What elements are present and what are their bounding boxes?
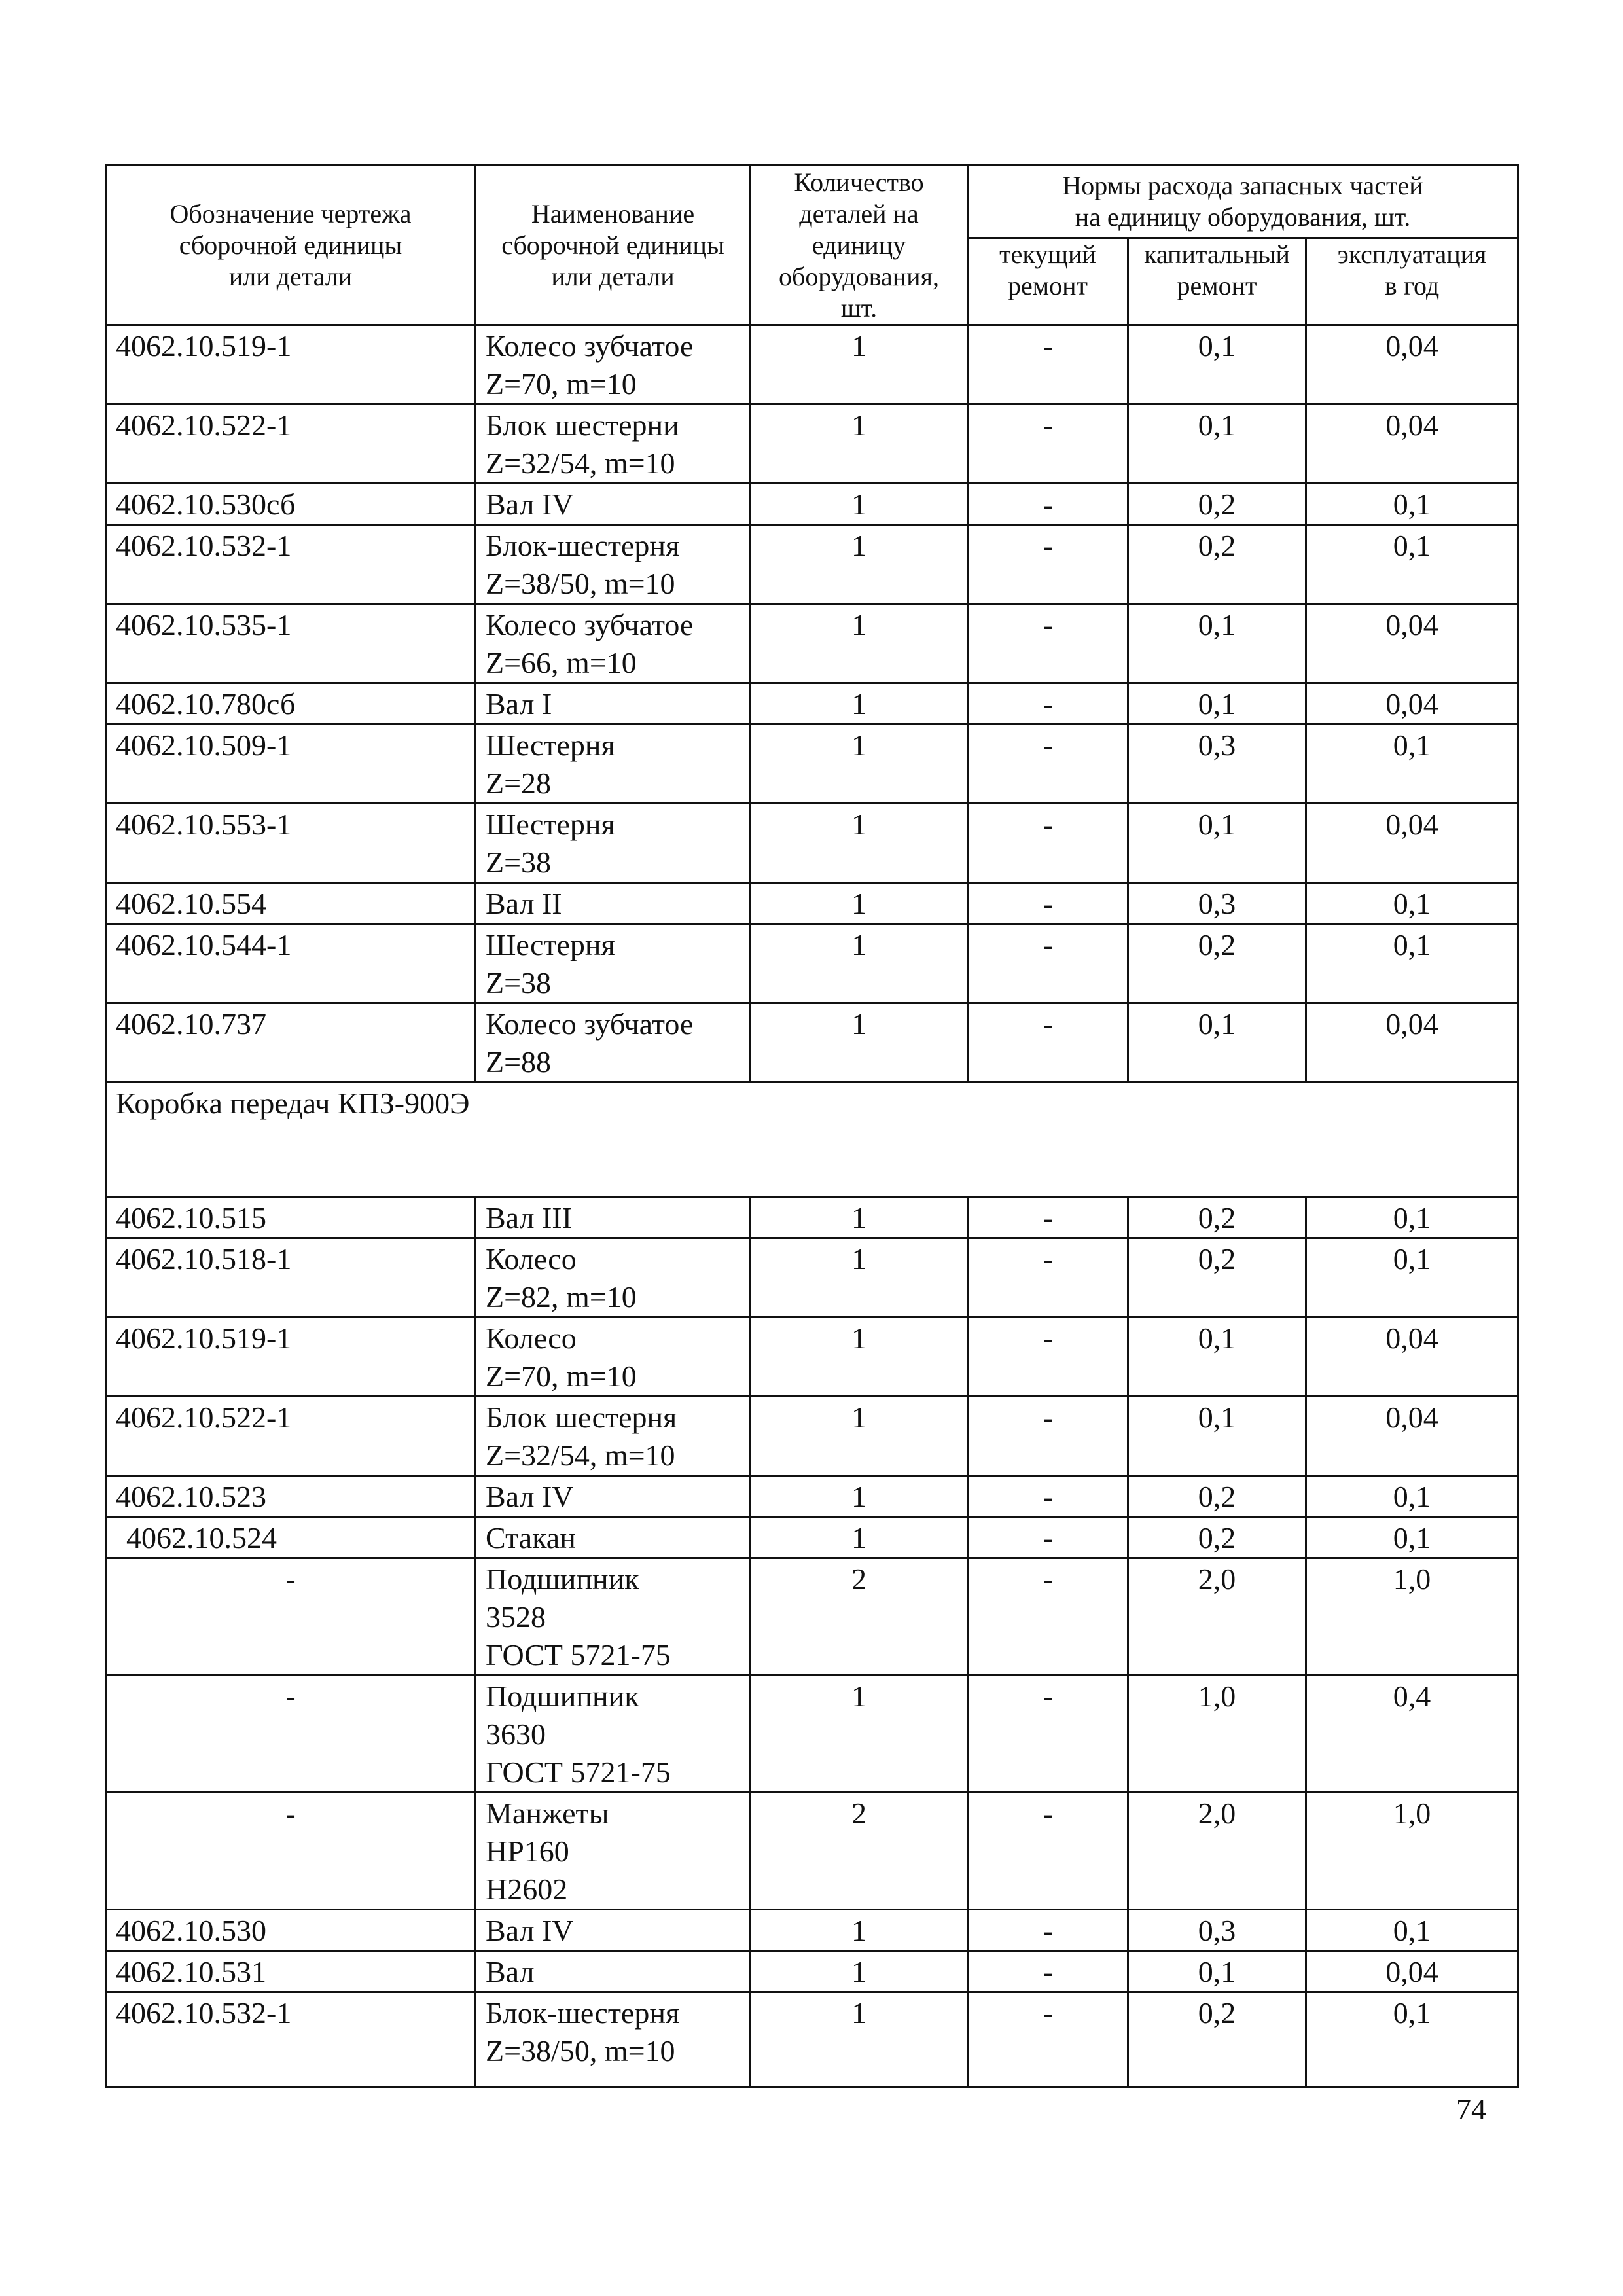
part-name: Блок шестерня Z=32/54, m=10 xyxy=(476,1397,751,1476)
current-repair: - xyxy=(968,883,1128,924)
current-repair: - xyxy=(968,1992,1128,2087)
table-row xyxy=(106,1238,1518,1318)
quantity: 1 xyxy=(751,1992,968,2087)
yearly-norm: 0,1 xyxy=(1306,1910,1518,1951)
drawing-code: 4062.10.553-1 xyxy=(106,804,476,883)
part-name: Подшипник 3528 ГОСТ 5721-75 xyxy=(476,1558,751,1676)
current-repair: - xyxy=(968,1676,1128,1793)
capital-repair: 0,2 xyxy=(1128,924,1306,1003)
capital-repair: 0,1 xyxy=(1128,604,1306,683)
drawing-code: 4062.10.737 xyxy=(106,1003,476,1083)
part-name: Вал IV xyxy=(476,1476,751,1517)
current-repair: - xyxy=(968,1558,1128,1676)
yearly-norm: 0,04 xyxy=(1306,1397,1518,1476)
capital-repair: 0,2 xyxy=(1128,1197,1306,1238)
capital-repair: 0,1 xyxy=(1128,804,1306,883)
table-row xyxy=(106,1676,1518,1793)
header-assembly-name: Наименование сборочной единицы или детали xyxy=(476,165,751,325)
drawing-code: 4062.10.535-1 xyxy=(106,604,476,683)
table-row xyxy=(106,1476,1518,1517)
drawing-code: 4062.10.554 xyxy=(106,883,476,924)
drawing-code: 4062.10.509-1 xyxy=(106,725,476,804)
part-name: Шестерня Z=38 xyxy=(476,804,751,883)
part-name: Блок-шестерня Z=38/50, m=10 xyxy=(476,1992,751,2087)
current-repair: - xyxy=(968,1951,1128,1992)
drawing-code: 4062.10.519-1 xyxy=(106,1318,476,1397)
current-repair: - xyxy=(968,325,1128,404)
drawing-code: 4062.10.530 xyxy=(106,1910,476,1951)
capital-repair: 0,3 xyxy=(1128,1910,1306,1951)
table-row xyxy=(106,883,1518,924)
drawing-code: - xyxy=(106,1558,476,1676)
yearly-norm: 0,1 xyxy=(1306,1197,1518,1238)
section-row xyxy=(106,1083,1518,1197)
header-drawing-number: Обозначение чертежа сборочной единицы или детали xyxy=(106,165,476,325)
drawing-code: 4062.10.544-1 xyxy=(106,924,476,1003)
spare-parts-table xyxy=(105,164,1519,2088)
capital-repair: 0,1 xyxy=(1128,404,1306,484)
yearly-norm: 0,1 xyxy=(1306,525,1518,604)
yearly-norm: 0,1 xyxy=(1306,1517,1518,1558)
part-name: Блок шестерни Z=32/54, m=10 xyxy=(476,404,751,484)
yearly-norm: 0,1 xyxy=(1306,725,1518,804)
yearly-norm: 0,4 xyxy=(1306,1676,1518,1793)
capital-repair: 0,2 xyxy=(1128,1517,1306,1558)
quantity: 1 xyxy=(751,484,968,525)
header-current-repair: текущий ремонт xyxy=(968,238,1128,325)
capital-repair: 2,0 xyxy=(1128,1558,1306,1676)
yearly-norm: 0,1 xyxy=(1306,883,1518,924)
quantity: 1 xyxy=(751,725,968,804)
table-row xyxy=(106,804,1518,883)
quantity: 1 xyxy=(751,1003,968,1083)
yearly-norm: 0,04 xyxy=(1306,325,1518,404)
table-row xyxy=(106,1318,1518,1397)
quantity: 1 xyxy=(751,404,968,484)
section-title: Коробка передач КПЗ-900Э xyxy=(106,1083,1518,1197)
quantity: 1 xyxy=(751,1910,968,1951)
quantity: 1 xyxy=(751,525,968,604)
quantity: 1 xyxy=(751,924,968,1003)
current-repair: - xyxy=(968,1318,1128,1397)
drawing-code: 4062.10.523 xyxy=(106,1476,476,1517)
quantity: 1 xyxy=(751,1197,968,1238)
drawing-code: 4062.10.522-1 xyxy=(106,404,476,484)
yearly-norm: 0,1 xyxy=(1306,924,1518,1003)
capital-repair: 2,0 xyxy=(1128,1793,1306,1910)
part-name: Вал II xyxy=(476,883,751,924)
yearly-norm: 0,1 xyxy=(1306,1992,1518,2087)
current-repair: - xyxy=(968,1910,1128,1951)
current-repair: - xyxy=(968,924,1128,1003)
yearly-norm: 0,1 xyxy=(1306,1476,1518,1517)
table-row xyxy=(106,525,1518,604)
part-name: Стакан xyxy=(476,1517,751,1558)
capital-repair: 0,1 xyxy=(1128,325,1306,404)
current-repair: - xyxy=(968,525,1128,604)
drawing-code: 4062.10.524 xyxy=(106,1517,476,1558)
drawing-code: 4062.10.522-1 xyxy=(106,1397,476,1476)
drawing-code: 4062.10.518-1 xyxy=(106,1238,476,1318)
quantity: 1 xyxy=(751,325,968,404)
drawing-code: 4062.10.519-1 xyxy=(106,325,476,404)
drawing-code: 4062.10.531 xyxy=(106,1951,476,1992)
part-name: Вал IV xyxy=(476,1910,751,1951)
current-repair: - xyxy=(968,804,1128,883)
part-name: Колесо Z=70, m=10 xyxy=(476,1318,751,1397)
quantity: 1 xyxy=(751,604,968,683)
quantity: 2 xyxy=(751,1558,968,1676)
part-name: Колесо Z=82, m=10 xyxy=(476,1238,751,1318)
current-repair: - xyxy=(968,1238,1128,1318)
capital-repair: 0,1 xyxy=(1128,1318,1306,1397)
table-row xyxy=(106,1397,1518,1476)
header-yearly-operation: эксплуатация в год xyxy=(1306,238,1518,325)
capital-repair: 0,1 xyxy=(1128,1951,1306,1992)
header-consumption-norms: Нормы расхода запасных частей на единицу оборудования, шт. xyxy=(968,165,1518,238)
capital-repair: 0,3 xyxy=(1128,725,1306,804)
quantity: 1 xyxy=(751,1238,968,1318)
part-name: Шестерня Z=28 xyxy=(476,725,751,804)
quantity: 1 xyxy=(751,1397,968,1476)
quantity: 1 xyxy=(751,683,968,725)
part-name: Колесо зубчатое Z=88 xyxy=(476,1003,751,1083)
capital-repair: 0,2 xyxy=(1128,525,1306,604)
header-capital-repair: капитальный ремонт xyxy=(1128,238,1306,325)
table-row xyxy=(106,1951,1518,1992)
yearly-norm: 1,0 xyxy=(1306,1558,1518,1676)
page-number: 74 xyxy=(1456,2092,1486,2126)
quantity: 1 xyxy=(751,1951,968,1992)
table-row xyxy=(106,924,1518,1003)
current-repair: - xyxy=(968,1397,1128,1476)
table-row xyxy=(106,1558,1518,1676)
part-name: Колесо зубчатое Z=70, m=10 xyxy=(476,325,751,404)
yearly-norm: 0,04 xyxy=(1306,1318,1518,1397)
quantity: 1 xyxy=(751,883,968,924)
quantity: 2 xyxy=(751,1793,968,1910)
capital-repair: 1,0 xyxy=(1128,1676,1306,1793)
quantity: 1 xyxy=(751,1476,968,1517)
table-row xyxy=(106,1517,1518,1558)
table-row xyxy=(106,484,1518,525)
yearly-norm: 0,1 xyxy=(1306,1238,1518,1318)
header-quantity: Количество деталей на единицу оборудования, шт. xyxy=(751,165,968,325)
table-row xyxy=(106,1197,1518,1238)
part-name: Блок-шестерня Z=38/50, m=10 xyxy=(476,525,751,604)
yearly-norm: 1,0 xyxy=(1306,1793,1518,1910)
part-name: Вал xyxy=(476,1951,751,1992)
yearly-norm: 0,04 xyxy=(1306,404,1518,484)
drawing-code: 4062.10.515 xyxy=(106,1197,476,1238)
yearly-norm: 0,04 xyxy=(1306,683,1518,725)
yearly-norm: 0,1 xyxy=(1306,484,1518,525)
yearly-norm: 0,04 xyxy=(1306,1003,1518,1083)
table-row xyxy=(106,604,1518,683)
drawing-code: 4062.10.532-1 xyxy=(106,1992,476,2087)
capital-repair: 0,2 xyxy=(1128,1476,1306,1517)
part-name: Вал I xyxy=(476,683,751,725)
drawing-code: - xyxy=(106,1676,476,1793)
capital-repair: 0,1 xyxy=(1128,683,1306,725)
current-repair: - xyxy=(968,1476,1128,1517)
current-repair: - xyxy=(968,484,1128,525)
yearly-norm: 0,04 xyxy=(1306,604,1518,683)
capital-repair: 0,1 xyxy=(1128,1003,1306,1083)
current-repair: - xyxy=(968,1793,1128,1910)
part-name: Шестерня Z=38 xyxy=(476,924,751,1003)
section-block xyxy=(106,1083,1518,1197)
table-row xyxy=(106,325,1518,404)
table-body-lower xyxy=(106,1197,1518,2087)
table-row xyxy=(106,404,1518,484)
drawing-code: 4062.10.532-1 xyxy=(106,525,476,604)
quantity: 1 xyxy=(751,804,968,883)
capital-repair: 0,2 xyxy=(1128,1992,1306,2087)
drawing-code: 4062.10.780сб xyxy=(106,683,476,725)
part-name: Вал IV xyxy=(476,484,751,525)
table-row xyxy=(106,725,1518,804)
table-row xyxy=(106,1793,1518,1910)
quantity: 1 xyxy=(751,1676,968,1793)
header-row-top xyxy=(106,165,1518,238)
yearly-norm: 0,04 xyxy=(1306,1951,1518,1992)
part-name: Вал III xyxy=(476,1197,751,1238)
current-repair: - xyxy=(968,404,1128,484)
drawing-code: 4062.10.530сб xyxy=(106,484,476,525)
capital-repair: 0,1 xyxy=(1128,1397,1306,1476)
current-repair: - xyxy=(968,683,1128,725)
part-name: Подшипник 3630 ГОСТ 5721-75 xyxy=(476,1676,751,1793)
table-row xyxy=(106,1910,1518,1951)
capital-repair: 0,3 xyxy=(1128,883,1306,924)
capital-repair: 0,2 xyxy=(1128,484,1306,525)
current-repair: - xyxy=(968,1517,1128,1558)
current-repair: - xyxy=(968,725,1128,804)
yearly-norm: 0,04 xyxy=(1306,804,1518,883)
part-name: Колесо зубчатое Z=66, m=10 xyxy=(476,604,751,683)
quantity: 1 xyxy=(751,1517,968,1558)
current-repair: - xyxy=(968,604,1128,683)
part-name: Манжеты НР160 Н2602 xyxy=(476,1793,751,1910)
drawing-code: - xyxy=(106,1793,476,1910)
current-repair: - xyxy=(968,1197,1128,1238)
quantity: 1 xyxy=(751,1318,968,1397)
table-row xyxy=(106,1003,1518,1083)
capital-repair: 0,2 xyxy=(1128,1238,1306,1318)
table-row xyxy=(106,1992,1518,2087)
table-row xyxy=(106,683,1518,725)
current-repair: - xyxy=(968,1003,1128,1083)
table-body-upper xyxy=(106,325,1518,1083)
